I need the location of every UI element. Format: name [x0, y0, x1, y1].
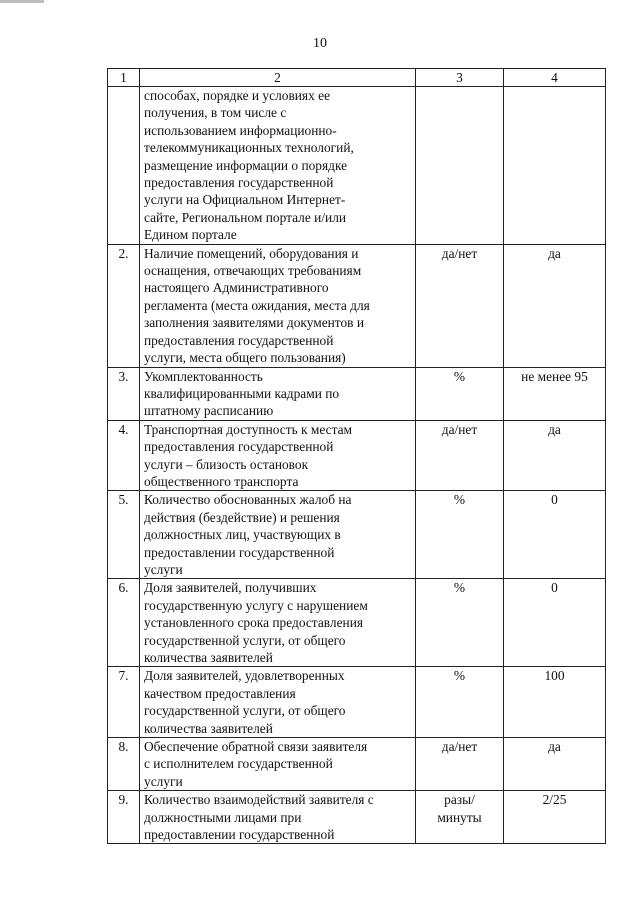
unit-line: %	[453, 580, 466, 596]
description-line: размещение информации о порядке	[144, 157, 348, 173]
page-number: 10	[313, 36, 327, 51]
row-number: 2.	[108, 244, 140, 367]
unit-line: %	[453, 492, 466, 508]
description-line: услуги	[144, 773, 183, 789]
normative-value	[504, 738, 606, 791]
indicator-description	[140, 420, 416, 491]
description-line: Едином портале	[144, 227, 237, 243]
table-row	[108, 667, 606, 738]
row-number	[108, 87, 140, 245]
normative-value	[504, 367, 606, 420]
row-number: 3.	[108, 367, 140, 420]
value-line: да	[548, 245, 561, 261]
column-header-1: 1	[108, 69, 140, 87]
description-line: Доля заявителей, получивших	[144, 580, 317, 596]
unit-of-measure	[416, 579, 504, 667]
description-line: предоставлении государственной	[144, 827, 335, 843]
normative-value	[504, 491, 606, 579]
description-line: Количество взаимодействий заявителя с	[144, 792, 374, 808]
unit-line: минуты	[437, 809, 482, 825]
row-number: 8.	[108, 738, 140, 791]
indicator-description	[140, 667, 416, 738]
indicator-description	[140, 791, 416, 844]
description-line: способах, порядке и условиях ее	[144, 88, 331, 103]
indicator-description	[140, 579, 416, 667]
description-line: государственной услуги, от общего	[144, 632, 346, 648]
description-line: квалифицированными кадрами по	[144, 385, 340, 401]
scan-corner-mark	[0, 0, 44, 3]
column-header-2: 2	[140, 69, 416, 87]
unit-line: да/нет	[441, 739, 478, 755]
unit-line: да/нет	[441, 245, 478, 261]
description-line: использованием информационно-	[144, 122, 337, 138]
column-header-3: 3	[416, 69, 504, 87]
unit-of-measure	[416, 87, 504, 245]
description-line: Обеспечение обратной связи заявителя	[144, 739, 368, 755]
description-line: предоставления государственной	[144, 175, 334, 191]
description-line: Наличие помещений, оборудования и	[144, 245, 359, 261]
description-line: должностными лицами при	[144, 809, 302, 825]
description-line: государственную услугу с нарушением	[144, 597, 368, 613]
description-line: штатному расписанию	[144, 403, 274, 419]
unit-of-measure	[416, 367, 504, 420]
description-line: предоставления государственной	[144, 332, 334, 348]
value-line: 0	[551, 492, 558, 508]
description-line: телекоммуникационных технологий,	[144, 140, 354, 156]
description-line: услуги, места общего пользования)	[144, 350, 346, 366]
value-line: не менее 95	[521, 368, 588, 384]
indicator-description	[140, 367, 416, 420]
table-row	[108, 791, 606, 844]
table-row	[108, 87, 606, 245]
value-line: 2/25	[542, 792, 567, 808]
description-line: заполнения заявителями документов и	[144, 315, 365, 331]
unit-of-measure	[416, 791, 504, 844]
description-line: услуги	[144, 561, 183, 577]
value-line: 100	[544, 668, 565, 684]
table-body	[108, 87, 606, 844]
description-line: Транспортная доступность к местам	[144, 421, 353, 437]
unit-of-measure	[416, 738, 504, 791]
table-row	[108, 420, 606, 491]
unit-line: да/нет	[441, 421, 478, 437]
description-line: государственной услуги, от общего	[144, 703, 346, 719]
description-line: Укомплектованность	[144, 368, 263, 384]
table-row	[108, 491, 606, 579]
table-row	[108, 367, 606, 420]
normative-value	[504, 420, 606, 491]
unit-of-measure	[416, 244, 504, 367]
description-line: предоставления государственной	[144, 439, 334, 455]
description-line: получения, в том числе с	[144, 105, 287, 121]
value-line: да	[548, 421, 561, 437]
description-line: установленного срока предоставления	[144, 615, 364, 631]
description-line: настоящего Административного	[144, 280, 329, 296]
description-line: количества заявителей	[144, 650, 273, 665]
indicator-description	[140, 244, 416, 367]
table-header-row	[108, 69, 606, 87]
table-row	[108, 738, 606, 791]
unit-of-measure	[416, 491, 504, 579]
description-line: качеством предоставления	[144, 685, 296, 701]
value-line: 0	[551, 580, 558, 596]
indicators-table	[107, 68, 606, 844]
table-row	[108, 579, 606, 667]
row-number: 6.	[108, 579, 140, 667]
normative-value	[504, 87, 606, 245]
description-line: регламента (места ожидания, места для	[144, 297, 370, 313]
row-number: 4.	[108, 420, 140, 491]
description-line: с исполнителем государственной	[144, 756, 333, 772]
description-line: сайте, Региональном портале и/или	[144, 209, 347, 225]
normative-value	[504, 579, 606, 667]
normative-value	[504, 244, 606, 367]
unit-of-measure	[416, 667, 504, 738]
column-header-4: 4	[504, 69, 606, 87]
normative-value	[504, 791, 606, 844]
row-number: 5.	[108, 491, 140, 579]
normative-value	[504, 667, 606, 738]
table-row	[108, 244, 606, 367]
unit-line: %	[453, 368, 466, 384]
indicator-description	[140, 738, 416, 791]
description-line: Количество обоснованных жалоб на	[144, 492, 352, 508]
description-line: Доля заявителей, удовлетворенных	[144, 668, 345, 684]
row-number: 7.	[108, 667, 140, 738]
description-line: предоставлении государственной	[144, 544, 335, 560]
description-line: действия (бездействие) и решения	[144, 509, 340, 525]
description-line: услуги на Официальном Интернет-	[144, 192, 346, 208]
indicator-description	[140, 87, 416, 245]
unit-of-measure	[416, 420, 504, 491]
row-number: 9.	[108, 791, 140, 844]
value-line: да	[548, 739, 561, 755]
description-line: должностных лиц, участвующих в	[144, 527, 341, 543]
unit-line: разы/	[444, 792, 475, 808]
description-line: количества заявителей	[144, 720, 273, 736]
description-line: оснащения, отвечающих требованиям	[144, 263, 362, 279]
description-line: услуги – близость остановок	[144, 456, 309, 472]
description-line: общественного транспорта	[144, 473, 299, 489]
indicator-description	[140, 491, 416, 579]
unit-line: %	[453, 668, 466, 684]
